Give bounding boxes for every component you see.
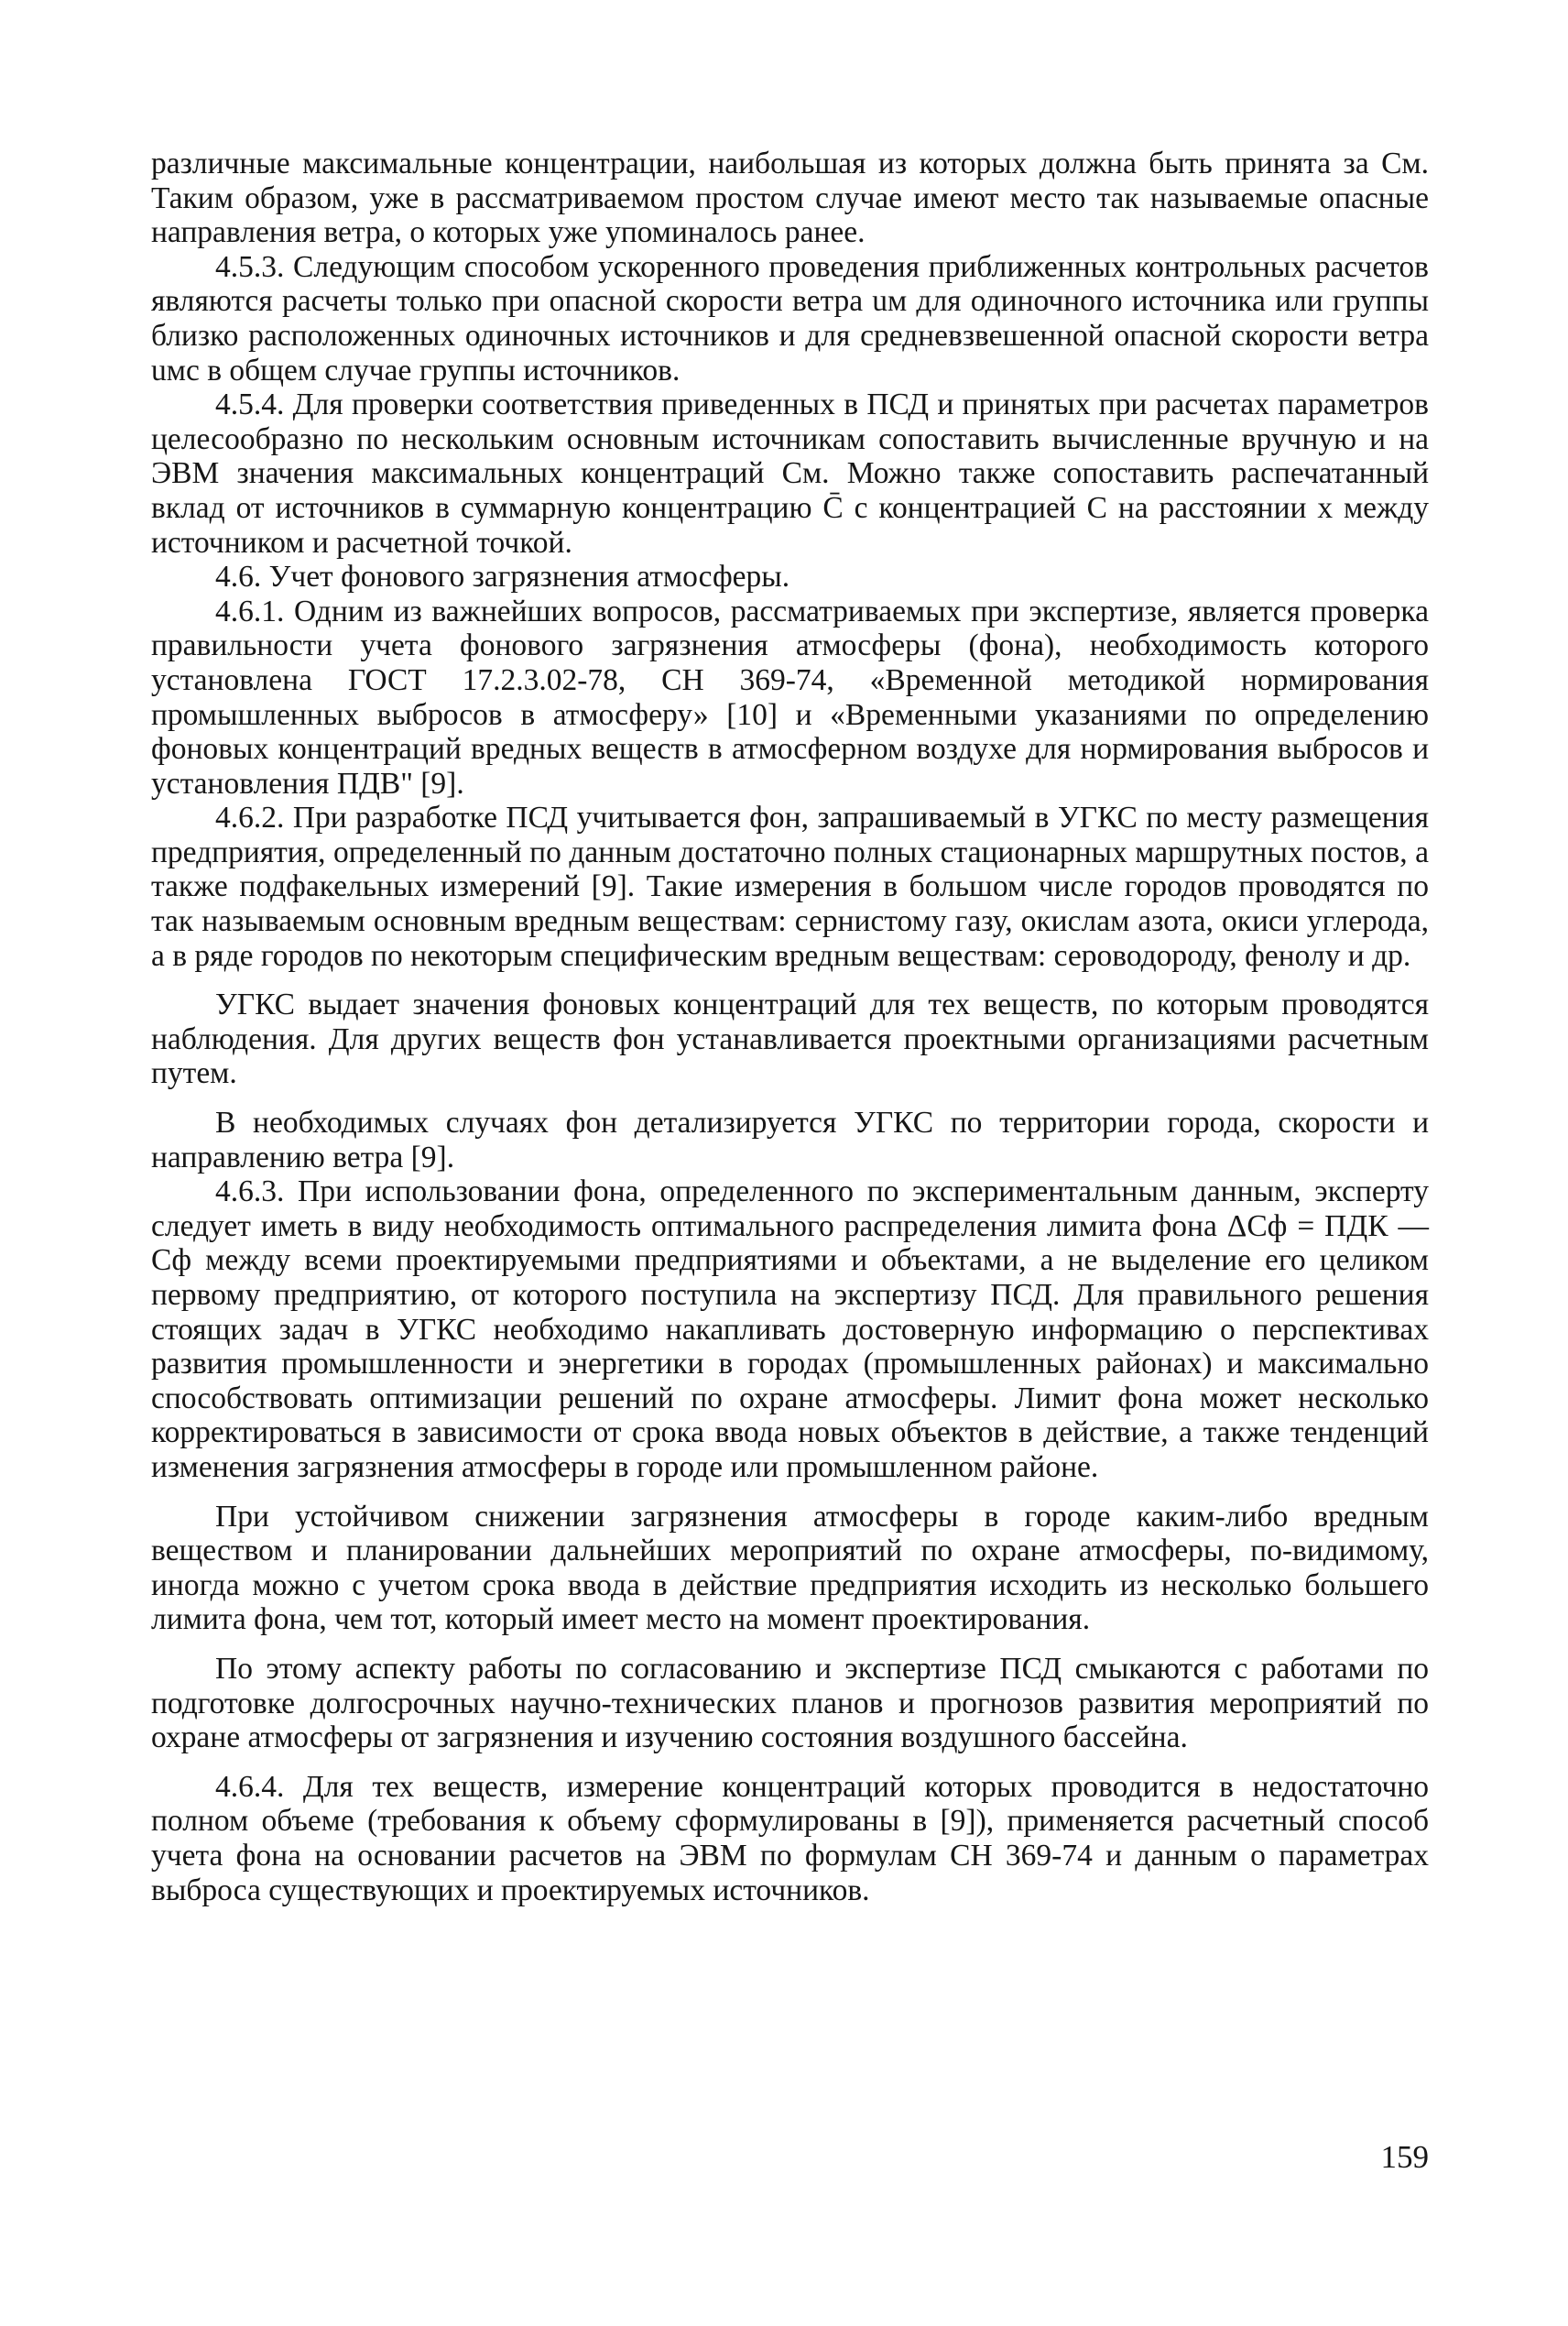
paragraph-aspect: По этому аспекту работы по согласованию и экспертизе ПСД смыкаются с работами по подготовке долгосрочных научно-технических планов и прогнозов развития мероприятий по охране атмосферы от загрязнения и изучению состояния воздушного бассейна. [151,1651,1429,1755]
paragraph-4-5-3: 4.5.3. Следующим способом ускоренного проведения приближенных контрольных расчетов являются расчеты только при опасной скорости ветра uм для одиночного источника или группы близко расположенных одиночных источников и для средневзвешенной опасной скорости ветра uмс в общем случае группы источников. [151,249,1429,388]
paragraph-max-concentrations: различные максимальные концентрации, наибольшая из которых должна быть принята за Cм. Таким образом, уже в рассматриваемом простом случае имеют место так называемые опасные направления ветра, о которых уже упоминалось ранее. [151,147,1429,250]
page-number: 159 [1380,2139,1429,2175]
paragraph-steady-decrease: При устойчивом снижении загрязнения атмосферы в городе каким-либо вредным веществом и планировании дальнейших мероприятий по охране атмосферы, по-видимому, иногда можно с учетом срока ввода в действие предприятия исходить из несколько большего лимита фона, чем тот, который имеет место на момент проектирования. [151,1499,1429,1637]
paragraph-4-6-1: 4.6.1. Одним из важнейших вопросов, рассматриваемых при экспертизе, является проверка правильности учета фонового загрязнения атмосферы (фона), необходимость которого установлена ГОСТ 17.2.3.02-78, СН 369-74, «Временной методикой нормирования промышленных выбросов в атмосферу» [10] и «Временными указаниями по определению фоновых концентраций вредных веществ в атмосферном воздухе для нормирования выбросов и установления ПДВ" [9]. [151,594,1429,801]
paragraph-ugks: УГКС выдает значения фоновых концентраций для тех веществ, по которым проводятся наблюдения. Для других веществ фон устанавливается проектными организациями расчетным путем. [151,988,1429,1091]
paragraph-4-6-2: 4.6.2. При разработке ПСД учитывается фон, запрашиваемый в УГКС по месту размещения предприятия, определенный по данным достаточно полных стационарных маршрутных постов, а также подфакельных измерений [9]. Такие измерения в большом числе городов проводятся по так называемым основным вредным веществам: сернистому газу, окислам азота, окиси углерода, а в ряде городов по некоторым специфическим вредным веществам: сероводороду, фенолу и др. [151,801,1429,973]
section-heading-4-6: 4.6. Учет фонового загрязнения атмосферы. [215,560,790,595]
paragraph-4-6-3: 4.6.3. При использовании фона, определенного по экспериментальным данным, эксперту следует иметь в виду необходимость оптимального распределения лимита фона ΔCф = ПДК — Cф между всеми проектируемыми предприятиями и объектами, а не выделение его целиком первому предприятию, от которого поступила на экспертизу ПСД. Для правильного решения стоящих задач в УГКС необходимо накапливать достоверную информацию о перспективах развития промышленности и энергетики в городах (промышленных районах) и максимально способствовать оптимизации решений по охране атмосферы. Лимит фона может несколько корректироваться в зависимости от срока ввода новых объектов в действие, а также тенденций изменения загрязнения атмосферы в городе или промышленном районе. [151,1174,1429,1484]
paragraph-detailing: В необходимых случаях фон детализируется УГКС по территории города, скорости и направлению ветра [9]. [151,1106,1429,1174]
paragraph-4-5-4: 4.5.4. Для проверки соответствия приведенных в ПСД и принятых при расчетах параметров целесообразно по нескольким основным источникам сопоставить вычисленные вручную и на ЭВМ значения максимальных концентраций Cм. Можно также сопоставить распечатанный вклад от источников в суммарную концентрацию C̄ с концентрацией C на расстоянии x между источником и расчетной точкой. [151,388,1429,560]
page-body [151,147,1429,1907]
paragraph-4-6-4: 4.6.4. Для тех веществ, измерение концентраций которых проводится в недостаточно полном объеме (требования к объему сформулированы в [9]), применяется расчетный способ учета фона на основании расчетов на ЭВМ по формулам СН 369-74 и данным о параметрах выброса существующих и проектируемых источников. [151,1769,1429,1907]
